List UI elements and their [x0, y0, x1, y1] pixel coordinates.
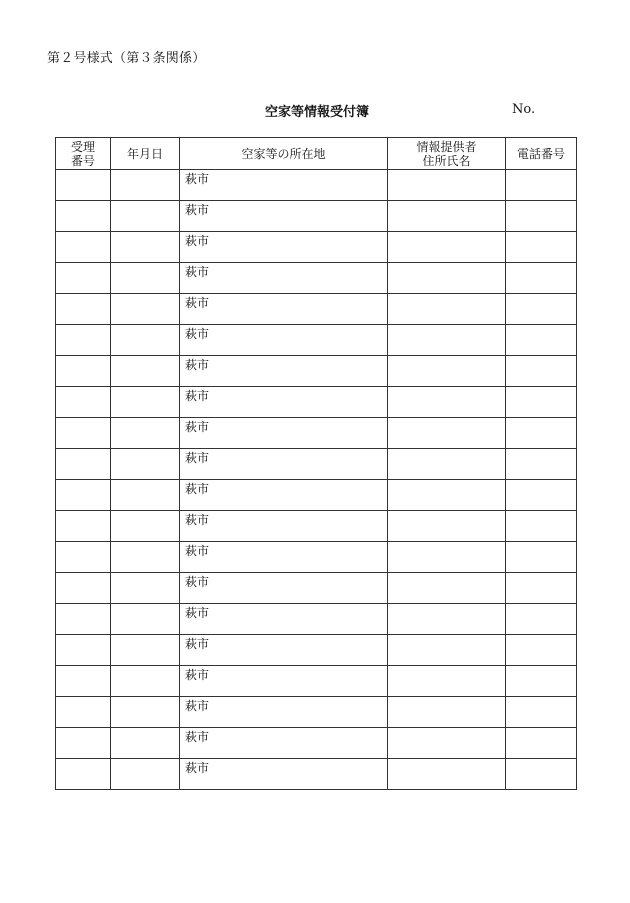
register-table-body: [56, 170, 577, 790]
date-cell: [111, 418, 180, 449]
address-cell-text: 萩市: [185, 327, 210, 341]
provider-cell: [388, 387, 506, 418]
header-receipt-number-line2: 番号: [70, 153, 95, 168]
address-cell: [180, 666, 388, 697]
date-cell: [111, 635, 180, 666]
date-cell: [111, 263, 180, 294]
date-cell: [111, 449, 180, 480]
header-phone-label: 電話番号: [516, 146, 565, 161]
header-address-label: 空家等の所在地: [241, 146, 326, 161]
table-row: [56, 511, 577, 542]
phone-cell: [506, 263, 577, 294]
provider-cell: [388, 480, 506, 511]
date-cell: [111, 480, 180, 511]
provider-cell: [388, 542, 506, 573]
address-cell-text: 萩市: [185, 203, 210, 217]
receipt-number-cell: [56, 759, 111, 790]
phone-cell: [506, 697, 577, 728]
table-row: [56, 170, 577, 201]
table-row: [56, 201, 577, 232]
address-cell: [180, 232, 388, 263]
address-cell: [180, 480, 388, 511]
date-cell: [111, 170, 180, 201]
address-cell-text: 萩市: [185, 606, 210, 620]
register-table: [55, 137, 577, 790]
provider-cell: [388, 201, 506, 232]
receipt-number-cell: [56, 232, 111, 263]
address-cell-text: 萩市: [185, 761, 210, 775]
address-cell-text: 萩市: [185, 668, 210, 682]
address-cell: [180, 294, 388, 325]
receipt-number-cell: [56, 728, 111, 759]
phone-cell: [506, 232, 577, 263]
address-cell: [180, 201, 388, 232]
phone-cell: [506, 449, 577, 480]
address-cell-text: 萩市: [185, 265, 210, 279]
table-row: [56, 542, 577, 573]
table-row: [56, 759, 577, 790]
table-row: [56, 356, 577, 387]
date-cell: [111, 387, 180, 418]
provider-cell: [388, 325, 506, 356]
address-cell: [180, 170, 388, 201]
document-title: 空家等情報受付簿: [265, 105, 370, 120]
receipt-number-cell: [56, 356, 111, 387]
provider-cell: [388, 666, 506, 697]
date-cell: [111, 325, 180, 356]
phone-cell: [506, 480, 577, 511]
address-cell: [180, 263, 388, 294]
provider-cell: [388, 728, 506, 759]
receipt-number-cell: [56, 325, 111, 356]
address-cell-text: 萩市: [185, 234, 210, 248]
address-cell-text: 萩市: [185, 420, 210, 434]
receipt-number-cell: [56, 697, 111, 728]
receipt-number-cell: [56, 635, 111, 666]
table-row: [56, 325, 577, 356]
header-receipt-number: [56, 138, 111, 170]
address-cell-text: 萩市: [185, 575, 210, 589]
address-cell: [180, 325, 388, 356]
page-number-label: No.: [512, 102, 536, 117]
provider-cell: [388, 263, 506, 294]
address-cell-text: 萩市: [185, 637, 210, 651]
phone-cell: [506, 759, 577, 790]
header-row: [56, 138, 577, 170]
header-provider-line2: 住所氏名: [422, 153, 471, 168]
receipt-number-cell: [56, 387, 111, 418]
date-cell: [111, 666, 180, 697]
address-cell: [180, 759, 388, 790]
register-table-header: [56, 138, 577, 170]
provider-cell: [388, 604, 506, 635]
address-cell: [180, 511, 388, 542]
address-cell: [180, 387, 388, 418]
address-cell: [180, 604, 388, 635]
provider-cell: [388, 449, 506, 480]
address-cell: [180, 542, 388, 573]
phone-cell: [506, 511, 577, 542]
phone-cell: [506, 604, 577, 635]
receipt-number-cell: [56, 480, 111, 511]
header-date: [111, 138, 180, 170]
provider-cell: [388, 635, 506, 666]
receipt-number-cell: [56, 449, 111, 480]
address-cell: [180, 697, 388, 728]
address-cell-text: 萩市: [185, 296, 210, 310]
receipt-number-cell: [56, 201, 111, 232]
address-cell-text: 萩市: [185, 389, 210, 403]
header-address: [180, 138, 388, 170]
date-cell: [111, 697, 180, 728]
table-row: [56, 294, 577, 325]
address-cell-text: 萩市: [185, 358, 210, 372]
address-cell: [180, 356, 388, 387]
table-row: [56, 573, 577, 604]
header-receipt-number-line1: 受理: [70, 139, 95, 154]
address-cell: [180, 635, 388, 666]
phone-cell: [506, 387, 577, 418]
date-cell: [111, 294, 180, 325]
address-cell: [180, 728, 388, 759]
phone-cell: [506, 170, 577, 201]
table-row: [56, 387, 577, 418]
date-cell: [111, 728, 180, 759]
provider-cell: [388, 356, 506, 387]
receipt-number-cell: [56, 511, 111, 542]
address-cell: [180, 418, 388, 449]
phone-cell: [506, 325, 577, 356]
header-phone: [506, 138, 577, 170]
provider-cell: [388, 170, 506, 201]
address-cell-text: 萩市: [185, 730, 210, 744]
address-cell-text: 萩市: [185, 172, 210, 186]
receipt-number-cell: [56, 542, 111, 573]
table-row: [56, 728, 577, 759]
phone-cell: [506, 635, 577, 666]
date-cell: [111, 759, 180, 790]
receipt-number-cell: [56, 263, 111, 294]
provider-cell: [388, 573, 506, 604]
receipt-number-cell: [56, 294, 111, 325]
address-cell-text: 萩市: [185, 699, 210, 713]
address-cell: [180, 449, 388, 480]
table-row: [56, 449, 577, 480]
phone-cell: [506, 201, 577, 232]
table-row: [56, 697, 577, 728]
table-row: [56, 635, 577, 666]
address-cell: [180, 573, 388, 604]
provider-cell: [388, 759, 506, 790]
address-cell-text: 萩市: [185, 513, 210, 527]
date-cell: [111, 232, 180, 263]
table-row: [56, 418, 577, 449]
provider-cell: [388, 511, 506, 542]
phone-cell: [506, 728, 577, 759]
phone-cell: [506, 542, 577, 573]
provider-cell: [388, 697, 506, 728]
address-cell-text: 萩市: [185, 544, 210, 558]
table-row: [56, 263, 577, 294]
header-provider-line1: 情報提供者: [416, 139, 477, 154]
provider-cell: [388, 232, 506, 263]
receipt-number-cell: [56, 170, 111, 201]
receipt-number-cell: [56, 573, 111, 604]
table-row: [56, 232, 577, 263]
date-cell: [111, 201, 180, 232]
address-cell-text: 萩市: [185, 482, 210, 496]
phone-cell: [506, 356, 577, 387]
date-cell: [111, 573, 180, 604]
date-cell: [111, 604, 180, 635]
receipt-number-cell: [56, 418, 111, 449]
date-cell: [111, 511, 180, 542]
table-row: [56, 666, 577, 697]
date-cell: [111, 542, 180, 573]
phone-cell: [506, 666, 577, 697]
phone-cell: [506, 294, 577, 325]
address-cell-text: 萩市: [185, 451, 210, 465]
receipt-number-cell: [56, 666, 111, 697]
header-provider: [388, 138, 506, 170]
table-row: [56, 480, 577, 511]
header-date-label: 年月日: [126, 146, 163, 161]
phone-cell: [506, 418, 577, 449]
table-row: [56, 604, 577, 635]
phone-cell: [506, 573, 577, 604]
provider-cell: [388, 418, 506, 449]
receipt-number-cell: [56, 604, 111, 635]
form-number: 第２号様式（第３条関係）: [47, 51, 206, 66]
provider-cell: [388, 294, 506, 325]
date-cell: [111, 356, 180, 387]
